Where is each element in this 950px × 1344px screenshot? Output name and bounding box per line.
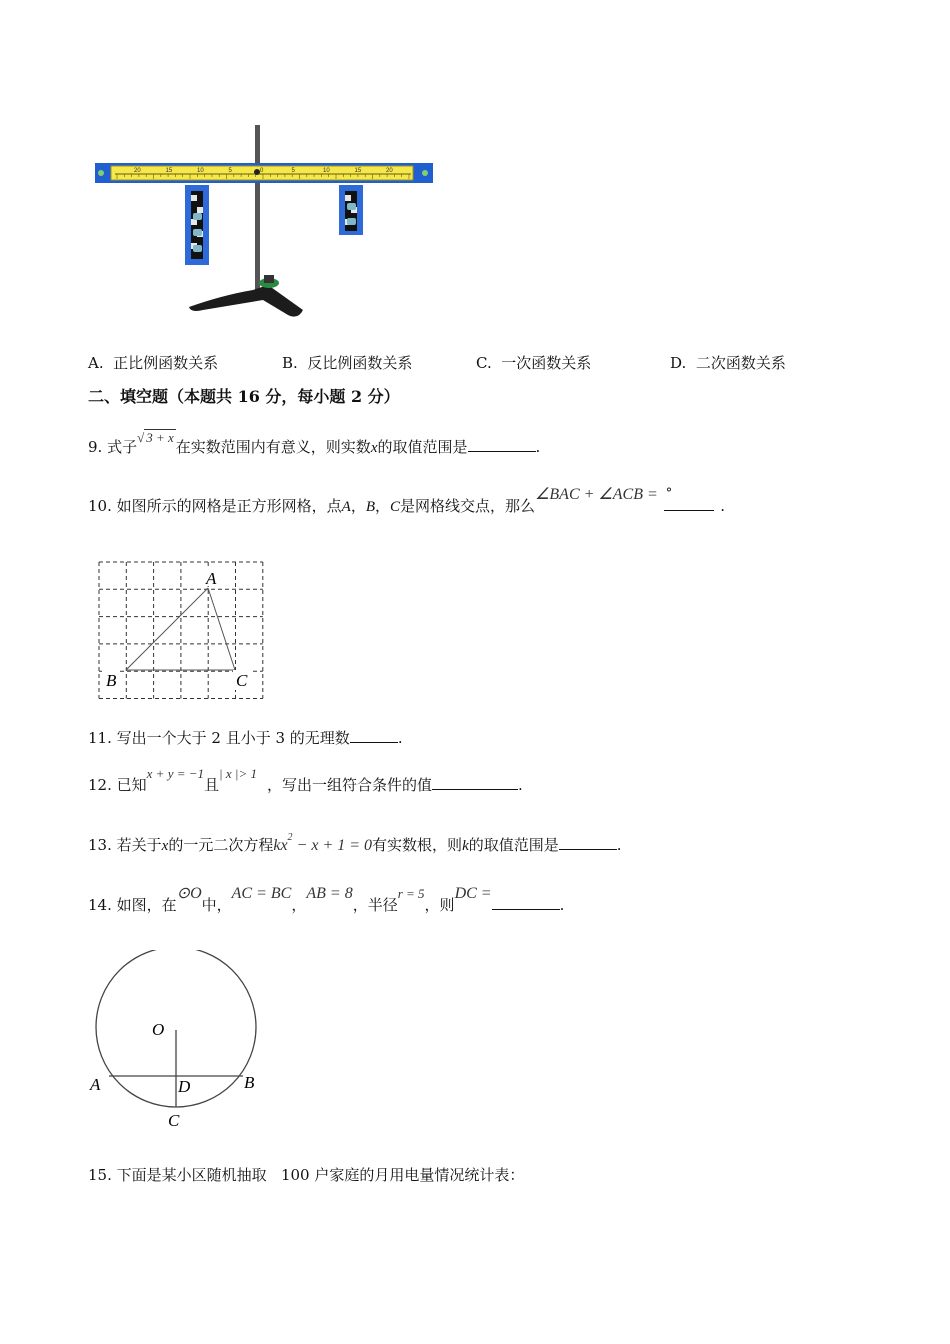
q14-eq4: DC =	[454, 885, 492, 902]
q13-text-post: 的取值范围是	[468, 836, 559, 854]
option-a-text: 正比例函数关系	[113, 354, 219, 372]
option-a[interactable]	[88, 352, 218, 373]
q12-equation2: | x |> 1	[219, 766, 257, 781]
q13-number: 13.	[88, 836, 112, 854]
question-11	[88, 728, 403, 748]
q13-var: x	[161, 838, 169, 854]
question-15	[88, 1165, 524, 1185]
q15-text-pre: 下面是某小区随机抽取	[116, 1166, 267, 1184]
q10-degree: °	[665, 486, 673, 501]
q14-end: .	[559, 896, 565, 914]
q13-text-mid2: 有实数根，则	[372, 836, 463, 854]
q9-text-pre: 式子	[107, 438, 138, 456]
grid-label-c: C	[236, 671, 248, 690]
q10-point-b: B	[365, 499, 376, 515]
segment-ab	[126, 588, 208, 670]
q9-end: .	[535, 438, 541, 456]
q13-end: .	[616, 836, 622, 854]
q15-number: 15.	[88, 1166, 112, 1184]
balance-illustration	[93, 125, 438, 335]
q10-comma1: ，	[350, 497, 366, 515]
q13-eq-kx: kx	[273, 837, 288, 854]
question-9	[88, 430, 541, 458]
q10-point-c: C	[390, 499, 401, 515]
q13-k: k	[462, 838, 469, 854]
q10-text2: 是网格线交点，那么	[400, 497, 536, 515]
q11-text: 写出一个大于 2 且小于 3 的无理数	[116, 729, 350, 747]
q14-number: 14.	[88, 896, 112, 914]
q14-eq2: AB = 8	[306, 885, 353, 902]
q10-text1: 如图所示的网格是正方形网格，点	[116, 497, 342, 515]
q12-text-post: ，写出一组符合条件的值	[266, 776, 432, 794]
grid-label-a: A	[206, 569, 217, 588]
q12-number: 12.	[88, 776, 112, 794]
ruler-tick-label: 5	[291, 168, 295, 174]
question-12	[88, 766, 523, 796]
option-c[interactable]	[476, 352, 591, 373]
q9-text-mid: 在实数范围内有意义，则实数	[175, 438, 371, 456]
q9-var: x	[370, 440, 378, 456]
q14-text-pre: 如图，在	[116, 896, 177, 914]
q12-text-mid: 且	[204, 776, 220, 794]
grid-label-b: B	[106, 671, 117, 690]
ruler-tick-label: 10	[323, 168, 330, 174]
ruler-tick-label: 20	[386, 168, 393, 174]
segment-ac	[208, 588, 235, 670]
q12-text-pre: 已知	[116, 776, 147, 794]
option-a-letter: A.	[88, 354, 104, 372]
q11-answer-blank[interactable]	[350, 728, 398, 743]
q9-radical: √ 3 + x	[137, 430, 174, 445]
q11-end: .	[397, 729, 403, 747]
ruler-tick-label: 15	[165, 168, 173, 174]
question-14	[88, 885, 565, 916]
q10-number: 10.	[88, 497, 112, 515]
q13-eq-rest: − x + 1 = 0	[292, 837, 373, 854]
ruler-tick-label: 0	[260, 168, 264, 174]
q11-number: 11.	[88, 729, 112, 747]
q14-eq1: AC = BC	[231, 885, 292, 902]
option-b-text: 反比例函数关系	[307, 354, 413, 372]
question-10	[88, 486, 726, 518]
q10-end: .	[720, 497, 726, 515]
option-d-text: 二次函数关系	[695, 354, 786, 372]
option-c-text: 一次函数关系	[501, 354, 592, 372]
pivot	[254, 169, 260, 175]
q13-eq-exponent: 2	[287, 832, 293, 843]
q15-count: 100	[280, 1166, 310, 1184]
q12-answer-blank[interactable]	[432, 775, 518, 790]
q9-text-post: 的取值范围是	[377, 438, 468, 456]
ruler-tick-label: 20	[134, 168, 141, 174]
q10-point-a: A	[341, 499, 351, 515]
q12-end: .	[518, 776, 523, 794]
circle-label-c: C	[168, 1111, 180, 1130]
stand-base	[189, 285, 303, 317]
option-d-letter: D.	[670, 354, 687, 372]
question-13	[88, 832, 622, 858]
circle-label-b: B	[244, 1073, 255, 1092]
q14-comma1: ，	[291, 896, 307, 914]
q10-expression: ∠BAC + ∠ACB =	[535, 486, 658, 503]
circle-figure	[86, 950, 266, 1140]
circle-label-a: A	[90, 1075, 101, 1094]
q12-equation1: x + y = −1	[146, 766, 205, 781]
q9-radicand: 3 + x	[146, 430, 174, 445]
grid-figure	[90, 556, 270, 701]
option-b[interactable]	[282, 352, 412, 373]
q10-comma2: ，	[375, 497, 391, 515]
q14-answer-blank[interactable]	[492, 895, 560, 910]
option-b-letter: B.	[282, 354, 298, 372]
ruler-tick-label: 5	[228, 168, 232, 174]
q14-eq3: r = 5	[397, 886, 425, 901]
circle-label-d: D	[178, 1077, 191, 1096]
q14-circle-o: ⊙O	[176, 885, 202, 902]
q9-number: 9.	[88, 438, 103, 456]
q14-text-radius: ，半径	[352, 896, 398, 914]
stand-rod	[255, 125, 260, 290]
q13-answer-blank[interactable]	[559, 835, 617, 850]
ruler-tick-label: 15	[354, 168, 362, 174]
ruler-tick-label: 10	[197, 168, 204, 174]
q13-text-mid: 的一元二次方程	[168, 836, 274, 854]
q14-text-mid: 中，	[201, 896, 232, 914]
circle-label-o: O	[152, 1020, 165, 1039]
q14-text-then: ，则	[424, 896, 455, 914]
section-heading: 二、填空题（本题共 16 分，每小题 2 分）	[88, 387, 400, 406]
option-c-letter: C.	[476, 354, 492, 372]
q9-answer-blank[interactable]	[468, 437, 536, 452]
option-d[interactable]	[670, 352, 786, 373]
q13-text-pre: 若关于	[116, 836, 162, 854]
q15-text-post: 户家庭的月用电量情况统计表：	[314, 1166, 525, 1184]
